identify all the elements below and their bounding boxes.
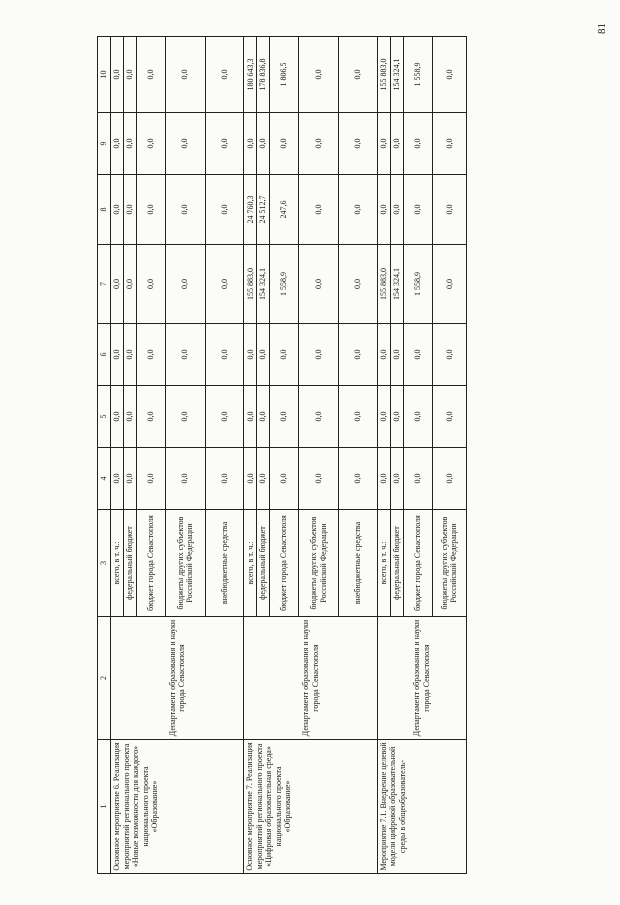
funding-source: бюджет города Севастополя (136, 510, 165, 617)
value-cell: 0,0 (111, 324, 124, 386)
value-cell: 1 806,5 (270, 37, 299, 113)
value-cell: 0,0 (257, 448, 270, 510)
value-cell: 0,0 (165, 386, 205, 448)
page-number: 81 (596, 23, 608, 34)
value-cell: 0,0 (338, 175, 377, 245)
value-cell: 0,0 (338, 113, 377, 175)
value-cell: 0,0 (123, 448, 136, 510)
value-cell: 0,0 (270, 113, 299, 175)
column-header-2: 2 (98, 617, 111, 740)
value-cell: 0,0 (432, 245, 466, 324)
funding-source: федеральный бюджет (390, 510, 403, 617)
value-cell: 0,0 (432, 37, 466, 113)
value-cell: 0,0 (299, 324, 339, 386)
table-row (111, 37, 124, 874)
value-cell: 0,0 (257, 324, 270, 386)
value-cell: 0,0 (111, 175, 124, 245)
value-cell: 0,0 (205, 113, 244, 175)
column-header-6: 6 (98, 324, 111, 386)
measure-name: Основное мероприятие 7. Реализация мероприятий регионального проекта «Цифровая образовательная среда» национального проекта «Образование» (244, 740, 377, 874)
value-cell: 0,0 (136, 386, 165, 448)
funding-source: бюджет города Севастополя (403, 510, 432, 617)
funding-source: бюджеты других субъектов Российской Федерации (432, 510, 466, 617)
funding-source: внебюджетные средства (338, 510, 377, 617)
funding-source: всего, в т. ч.: (111, 510, 124, 617)
value-cell: 0,0 (270, 448, 299, 510)
value-cell: 0,0 (123, 245, 136, 324)
value-cell: 0,0 (165, 324, 205, 386)
value-cell: 0,0 (432, 386, 466, 448)
value-cell: 0,0 (403, 175, 432, 245)
rotated-page (97, 37, 467, 874)
value-cell: 0,0 (403, 113, 432, 175)
table-body (111, 37, 467, 874)
value-cell: 0,0 (165, 175, 205, 245)
value-cell: 155 883,0 (377, 37, 390, 113)
column-header-7: 7 (98, 245, 111, 324)
value-cell: 0,0 (257, 113, 270, 175)
value-cell: 0,0 (377, 448, 390, 510)
value-cell: 0,0 (299, 113, 339, 175)
value-cell: 0,0 (111, 386, 124, 448)
value-cell: 0,0 (123, 386, 136, 448)
value-cell: 0,0 (244, 386, 257, 448)
value-cell: 0,0 (377, 113, 390, 175)
value-cell: 1 558,9 (403, 245, 432, 324)
value-cell: 0,0 (432, 448, 466, 510)
value-cell: 0,0 (390, 175, 403, 245)
financing-table (97, 36, 467, 874)
column-header-4: 4 (98, 448, 111, 510)
value-cell: 0,0 (205, 448, 244, 510)
value-cell: 178 836,8 (257, 37, 270, 113)
value-cell: 0,0 (205, 386, 244, 448)
value-cell: 0,0 (111, 448, 124, 510)
value-cell: 0,0 (244, 113, 257, 175)
value-cell: 0,0 (390, 324, 403, 386)
table-row (244, 37, 257, 874)
value-cell: 0,0 (270, 324, 299, 386)
value-cell: 0,0 (338, 448, 377, 510)
value-cell: 0,0 (299, 37, 339, 113)
value-cell: 24 512,7 (257, 175, 270, 245)
value-cell: 0,0 (390, 386, 403, 448)
column-header-5: 5 (98, 386, 111, 448)
value-cell: 247,6 (270, 175, 299, 245)
value-cell: 0,0 (205, 324, 244, 386)
value-cell: 0,0 (111, 245, 124, 324)
value-cell: 0,0 (403, 386, 432, 448)
value-cell: 0,0 (165, 113, 205, 175)
value-cell: 0,0 (432, 324, 466, 386)
value-cell: 0,0 (377, 324, 390, 386)
value-cell: 0,0 (257, 386, 270, 448)
value-cell: 0,0 (299, 448, 339, 510)
value-cell: 0,0 (111, 113, 124, 175)
value-cell: 0,0 (165, 37, 205, 113)
value-cell: 1 558,9 (403, 37, 432, 113)
value-cell: 0,0 (299, 386, 339, 448)
funding-source: бюджеты других субъектов Российской Федерации (299, 510, 339, 617)
value-cell: 0,0 (244, 448, 257, 510)
value-cell: 0,0 (111, 37, 124, 113)
value-cell: 0,0 (338, 245, 377, 324)
value-cell: 0,0 (338, 37, 377, 113)
funding-source: внебюджетные средства (205, 510, 244, 617)
value-cell: 0,0 (403, 448, 432, 510)
value-cell: 0,0 (136, 245, 165, 324)
value-cell: 0,0 (299, 175, 339, 245)
value-cell: 180 643,3 (244, 37, 257, 113)
value-cell: 0,0 (123, 37, 136, 113)
executor: Департамент образования и науки города Севастополя (377, 617, 466, 740)
funding-source: бюджеты других субъектов Российской Федерации (165, 510, 205, 617)
value-cell: 0,0 (390, 448, 403, 510)
funding-source: федеральный бюджет (123, 510, 136, 617)
value-cell: 0,0 (165, 448, 205, 510)
value-cell: 0,0 (123, 113, 136, 175)
value-cell: 0,0 (390, 113, 403, 175)
value-cell: 0,0 (432, 175, 466, 245)
funding-source: всего, в т. ч.: (377, 510, 390, 617)
value-cell: 0,0 (377, 386, 390, 448)
value-cell: 0,0 (432, 113, 466, 175)
value-cell: 154 324,1 (390, 37, 403, 113)
value-cell: 0,0 (136, 37, 165, 113)
value-cell: 0,0 (205, 175, 244, 245)
funding-source: федеральный бюджет (257, 510, 270, 617)
value-cell: 0,0 (136, 175, 165, 245)
funding-source: всего, в т. ч.: (244, 510, 257, 617)
column-header-3: 3 (98, 510, 111, 617)
value-cell: 0,0 (377, 175, 390, 245)
value-cell: 0,0 (270, 386, 299, 448)
value-cell: 0,0 (338, 324, 377, 386)
measure-name: Основное мероприятие 6. Реализация мероприятий регионального проекта «Новые возможности для каждого» национального проекта «Образование» (111, 740, 244, 874)
value-cell: 155 883,0 (244, 245, 257, 324)
column-header-9: 9 (98, 113, 111, 175)
table-row (377, 37, 390, 874)
value-cell: 154 324,1 (257, 245, 270, 324)
value-cell: 154 324,1 (390, 245, 403, 324)
column-header-1: 1 (98, 740, 111, 874)
value-cell: 0,0 (136, 324, 165, 386)
value-cell: 0,0 (123, 324, 136, 386)
executor: Департамент образования и науки города Севастополя (244, 617, 377, 740)
value-cell: 0,0 (205, 37, 244, 113)
funding-source: бюджет города Севастополя (270, 510, 299, 617)
value-cell: 0,0 (136, 113, 165, 175)
column-header-10: 10 (98, 37, 111, 113)
value-cell: 155 883,0 (377, 245, 390, 324)
value-cell: 0,0 (299, 245, 339, 324)
executor: Департамент образования и науки города Севастополя (111, 617, 244, 740)
value-cell: 24 760,3 (244, 175, 257, 245)
value-cell: 0,0 (136, 448, 165, 510)
value-cell: 0,0 (403, 324, 432, 386)
value-cell: 1 558,9 (270, 245, 299, 324)
value-cell: 0,0 (165, 245, 205, 324)
value-cell: 0,0 (244, 324, 257, 386)
measure-name: Мероприятие 7.1. Внедрение целевой модели цифровой образовательной среды в общеобразователь- (377, 740, 466, 874)
column-header-8: 8 (98, 175, 111, 245)
value-cell: 0,0 (205, 245, 244, 324)
value-cell: 0,0 (123, 175, 136, 245)
value-cell: 0,0 (338, 386, 377, 448)
header-row (98, 37, 111, 874)
